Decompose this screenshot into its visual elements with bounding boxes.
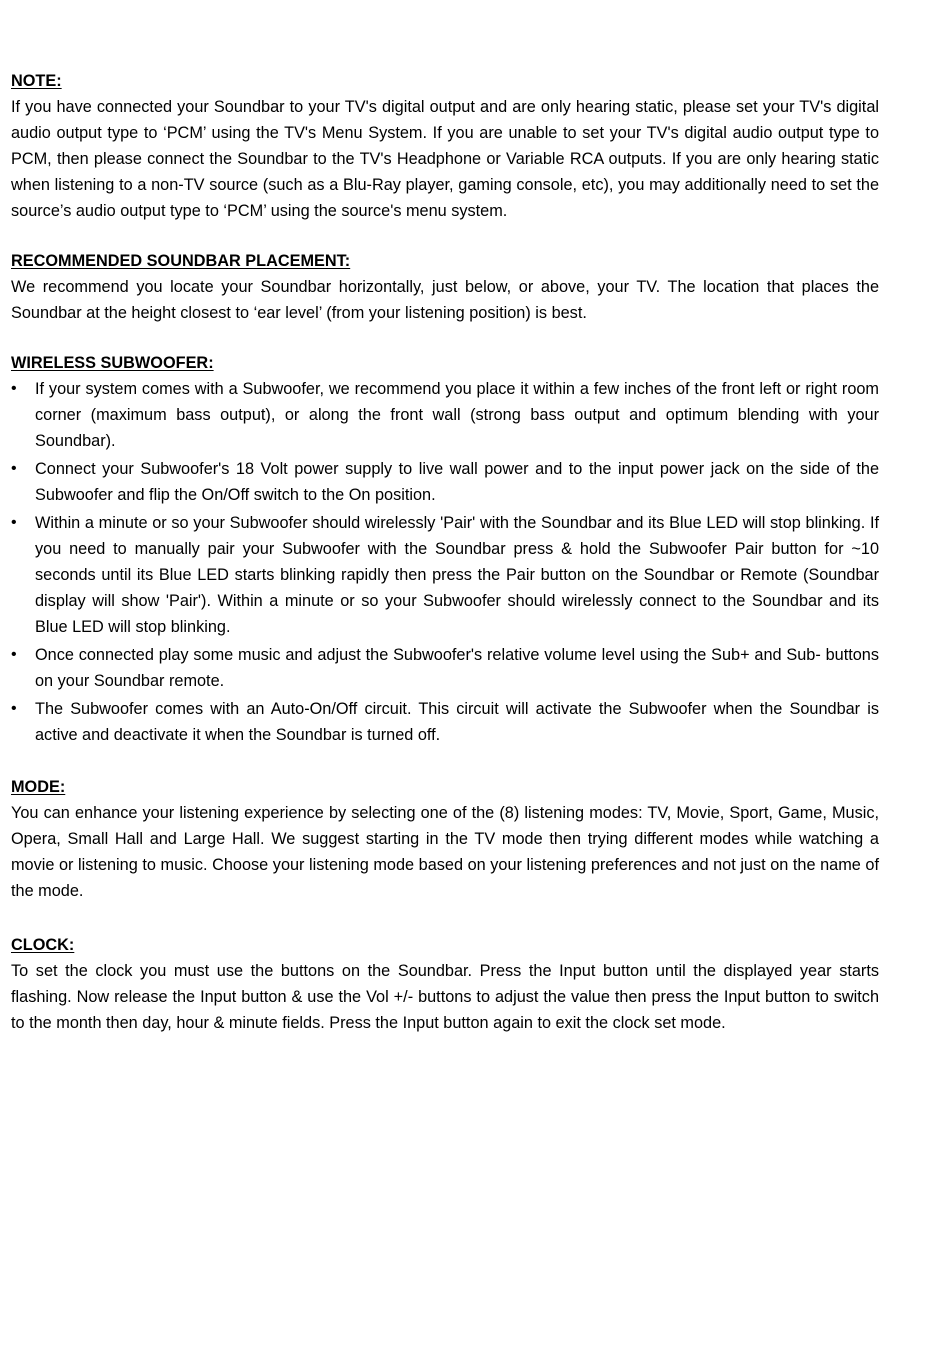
clock-paragraph: To set the clock you must use the buttons on the Soundbar. Press the Input button until the displayed year starts flashing. Now release the Input button & use the Vol +/- buttons to adjust the value then press the Input button to switch to the month then day, hour & minute fields. Press the Input button again to exit the clock set mode. (11, 962, 879, 1032)
subwoofer-bullet-list (11, 376, 879, 748)
subwoofer-section (11, 350, 879, 748)
spacer (11, 326, 879, 350)
list-item-text: Connect your Subwoofer's 18 Volt power supply to live wall power and to the input power jack on the side of the Subwoofer and flip the On/Off switch to the On position. (35, 460, 879, 504)
placement-heading: RECOMMENDED SOUNDBAR PLACEMENT: (11, 252, 351, 270)
mode-heading: MODE: (11, 778, 66, 796)
list-item (11, 696, 879, 748)
clock-heading: CLOCK: (11, 936, 75, 954)
bullet-icon: • (11, 380, 17, 397)
spacer (11, 904, 879, 932)
list-item (11, 510, 879, 640)
bullet-icon: • (11, 646, 17, 663)
list-item (11, 376, 879, 454)
document-page (11, 68, 879, 1036)
placement-section (11, 248, 879, 326)
mode-paragraph: You can enhance your listening experience by selecting one of the (8) listening modes: TV, Movie, Sport, Game, Music, Opera, Small Hall and Large Hall. We suggest starting in the TV mode then trying different modes while watching a movie or listening to music. Choose your listening mode based on your listening preferences and not just on the name of the mode. (11, 804, 879, 900)
note-heading: NOTE: (11, 72, 62, 90)
note-paragraph: If you have connected your Soundbar to your TV's digital output and are only hearing static, please set your TV's digital audio output type to ‘PCM’ using the TV's Menu System. If you are unable to set your TV's digital audio output type to PCM, then please connect the Soundbar to the TV's Headphone or Variable RCA outputs. If you are only hearing static when listening to a non-TV source (such as a Blu-Ray player, gaming console, etc), you may additionally need to set the source’s audio output type to ‘PCM’ using the source's menu system. (11, 98, 879, 220)
list-item-text: The Subwoofer comes with an Auto-On/Off circuit. This circuit will activate the Subwoofer when the Soundbar is active and deactivate it when the Soundbar is turned off. (35, 700, 879, 744)
subwoofer-heading: WIRELESS SUBWOOFER: (11, 354, 214, 372)
note-section (11, 68, 879, 224)
list-item (11, 456, 879, 508)
spacer (11, 224, 879, 248)
list-item (11, 642, 879, 694)
list-item-text: Within a minute or so your Subwoofer should wirelessly 'Pair' with the Soundbar and its Blue LED will stop blinking. If you need to manually pair your Subwoofer with the Soundbar press & hold the Subwoofer Pair button for ~10 seconds until its Blue LED starts blinking rapidly then press the Pair button on the Soundbar or Remote (Soundbar display will show 'Pair'). Within a minute or so your Subwoofer should wirelessly connect to the Soundbar and its Blue LED will stop blinking. (35, 514, 879, 636)
bullet-icon: • (11, 700, 17, 717)
bullet-icon: • (11, 460, 17, 477)
spacer (11, 750, 879, 774)
clock-section (11, 932, 879, 1036)
list-item-text: If your system comes with a Subwoofer, we recommend you place it within a few inches of the front left or right room corner (maximum bass output), or along the front wall (strong bass output and optimum blending with your Soundbar). (35, 380, 879, 450)
placement-paragraph: We recommend you locate your Soundbar horizontally, just below, or above, your TV. The location that places the Soundbar at the height closest to ‘ear level’ (from your listening position) is best. (11, 278, 879, 322)
list-item-text: Once connected play some music and adjust the Subwoofer's relative volume level using the Sub+ and Sub- buttons on your Soundbar remote. (35, 646, 879, 690)
bullet-icon: • (11, 514, 17, 531)
mode-section (11, 774, 879, 904)
